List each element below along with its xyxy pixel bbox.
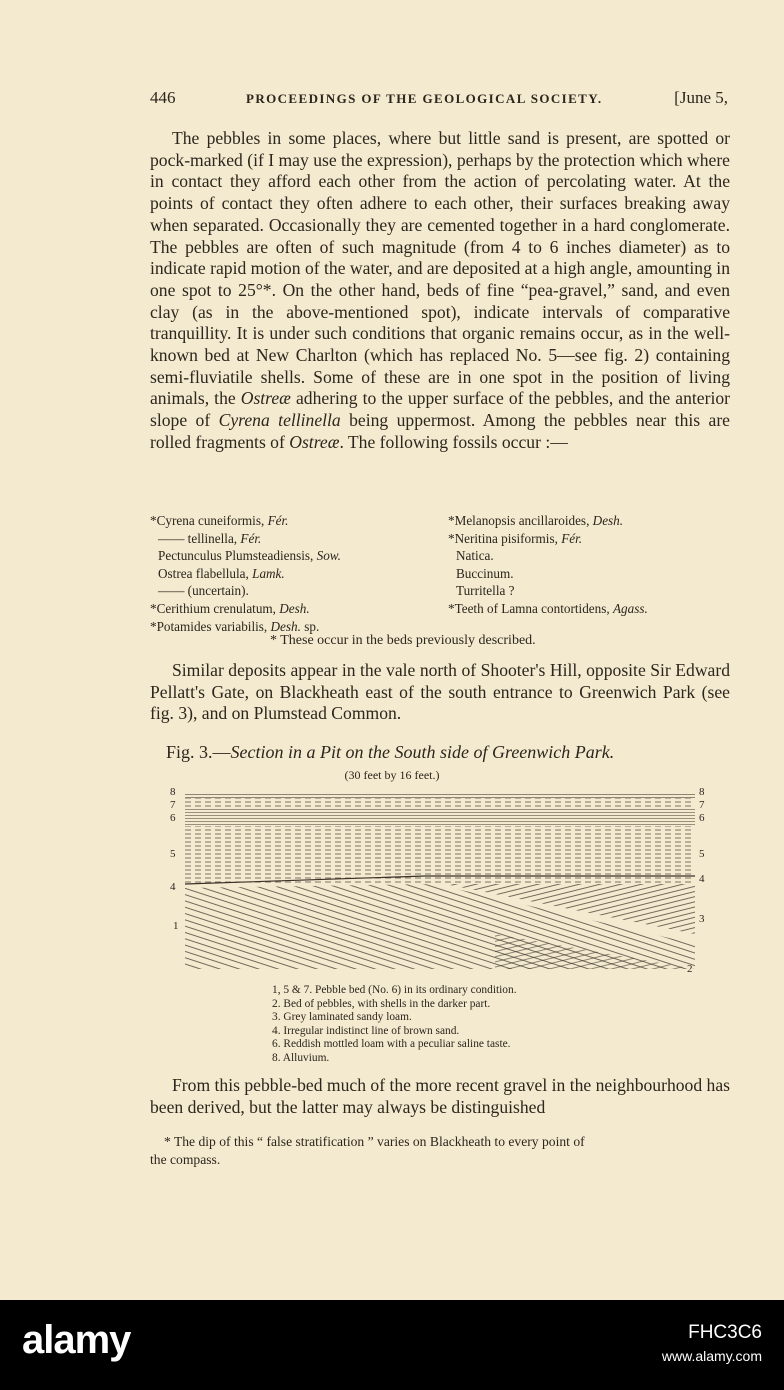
fossil-item: —— tellinella, Fér. [158, 530, 262, 546]
header-date: [June 5, [674, 88, 728, 107]
stock-banner [0, 1300, 784, 1390]
fossil-item: Natica. [456, 548, 494, 564]
fossil-item: —— (uncertain). [158, 583, 249, 599]
figure-caption [166, 742, 614, 763]
legend-item: 4. Irregular indistinct line of brown sand. [272, 1024, 460, 1037]
running-header [150, 88, 730, 112]
para1-text-c: being uppermost. Among the pebbles near this are rolled fragments of [150, 410, 730, 452]
fossil-item: *Neritina pisiformis, Fér. [448, 530, 583, 546]
layer-label-left: 7 [170, 799, 176, 811]
figure-legend [272, 984, 517, 1065]
footnote-line: the compass. [150, 1152, 221, 1167]
para1-italic-ostreae: Ostreæ [240, 388, 291, 409]
fossil-column-right [448, 512, 738, 618]
layer-label-right: 8 [699, 786, 705, 798]
layer-label-left: 8 [170, 786, 176, 798]
fossil-item: *Cerithium crenulatum, Desh. [150, 600, 310, 616]
layer-label-left: 5 [170, 848, 176, 860]
layer-label-left: 4 [170, 881, 176, 893]
legend-item: 1, 5 & 7. Pebble bed (No. 6) in its ordinary condition. [272, 984, 517, 996]
legend-item: 8. Alluvium. [272, 1051, 330, 1064]
layer-label-left: 6 [170, 812, 176, 824]
layer-label-right: 7 [699, 799, 705, 811]
fossil-item: Turritella ? [456, 583, 515, 599]
layer-label-right: 6 [699, 812, 705, 824]
para1-text-b: adhering to the upper surface of the pebbles, and the anterior slope of [150, 388, 730, 431]
figure-title: Section in a Pit on the South side of Greenwich Park. [230, 742, 615, 762]
site-url: www.alamy.com [661, 1348, 762, 1364]
layer-label-right: 2 [687, 963, 693, 975]
paragraph-pebbles [150, 128, 730, 454]
page-number: 446 [150, 88, 176, 107]
image-id: FHC3C6 [688, 1322, 762, 1343]
paragraph-pebble-bed [150, 1075, 730, 1118]
legend-item: 2. Bed of pebbles, with shells in the darker part. [272, 997, 491, 1010]
image-credit [662, 1322, 762, 1364]
footnote-line: * The dip of this “ false stratification ” varies on Blackheath to every point of [164, 1134, 585, 1149]
geological-section-figure [165, 784, 715, 984]
fossil-column-left [150, 512, 440, 635]
footnote [150, 1133, 730, 1169]
para1-italic-cyrena: Cyrena tellinella [218, 410, 341, 431]
layer-6 [185, 808, 695, 826]
fossil-note: * These occur in the beds previously described. [270, 633, 536, 648]
legend-item: 3. Grey laminated sandy loam. [272, 1011, 412, 1023]
figure-number: Fig. 3.— [166, 742, 231, 762]
layer-5 [185, 826, 695, 884]
layer-label-left: 1 [173, 920, 179, 932]
para1-text-a: The pebbles in some places, where but little sand is present, are spotted or pock-marked (if I may use the expression), perhaps by the protection which where in contact they afford each other from the action of percolating water. At the points of contact they often adhere to each other, their surfaces breaking away when separated. Occasionally they are cemented together in a hard conglomerate. The pebbles are often of such magnitude (from 4 to 6 inches diameter) as to indicate rapid motion of the water, and are deposited at a high angle, amounting in one spot to 25°*. On the other hand, beds of fine “pea-gravel,” sand, and even clay (as in the above-mentioned spot), indicate intervals of comparative tranquillity. It is under such conditions that organic remains occur, as in the well-known bed at New Charlton (which has replaced No. 5—see fig. 2) containing semi-fluviatile shells. Some of these are in one spot in the position of living animals, the [150, 128, 730, 409]
layer-label-right: 3 [699, 913, 705, 925]
alamy-logo: alamy [22, 1318, 131, 1362]
fossil-item: Ostrea flabellula, Lamk. [158, 565, 285, 581]
fossil-item: Pectunculus Plumsteadiensis, Sow. [158, 548, 341, 564]
para1-text-d: . The following fossils occur :— [339, 431, 568, 452]
fossil-item: *Melanopsis ancillaroides, Desh. [448, 513, 624, 528]
layer-8-alluvium [185, 792, 695, 798]
legend-item: 6. Reddish mottled loam with a peculiar saline taste. [272, 1038, 511, 1050]
fossil-item: Buccinum. [456, 565, 514, 581]
paragraph-similar-deposits [150, 660, 730, 725]
layer-label-right: 5 [699, 848, 705, 860]
figure-scale: (30 feet by 16 feet.) [344, 768, 440, 782]
running-title: PROCEEDINGS OF THE GEOLOGICAL SOCIETY. [246, 91, 603, 106]
fossil-item: *Cyrena cuneiformis, Fér. [150, 513, 289, 528]
fossil-item: *Teeth of Lamna contortidens, Agass. [448, 600, 648, 616]
para1-italic-ostreae-2: Ostreæ [289, 431, 340, 452]
para2-text: Similar deposits appear in the vale north of Shooter's Hill, opposite Sir Edward Pellatt's Gate, on Blackheath east of the south entrance to Greenwich Park (see fig. 3), and on Plumstead Common. [150, 660, 730, 724]
layer-label-right: 4 [699, 873, 705, 885]
fossil-item: *Potamides variabilis, Desh. sp. [150, 618, 320, 634]
para3-text: From this pebble-bed much of the more recent gravel in the neighbourhood has been derived, but the latter may always be distinguished [150, 1075, 730, 1117]
layer-7 [185, 798, 695, 808]
